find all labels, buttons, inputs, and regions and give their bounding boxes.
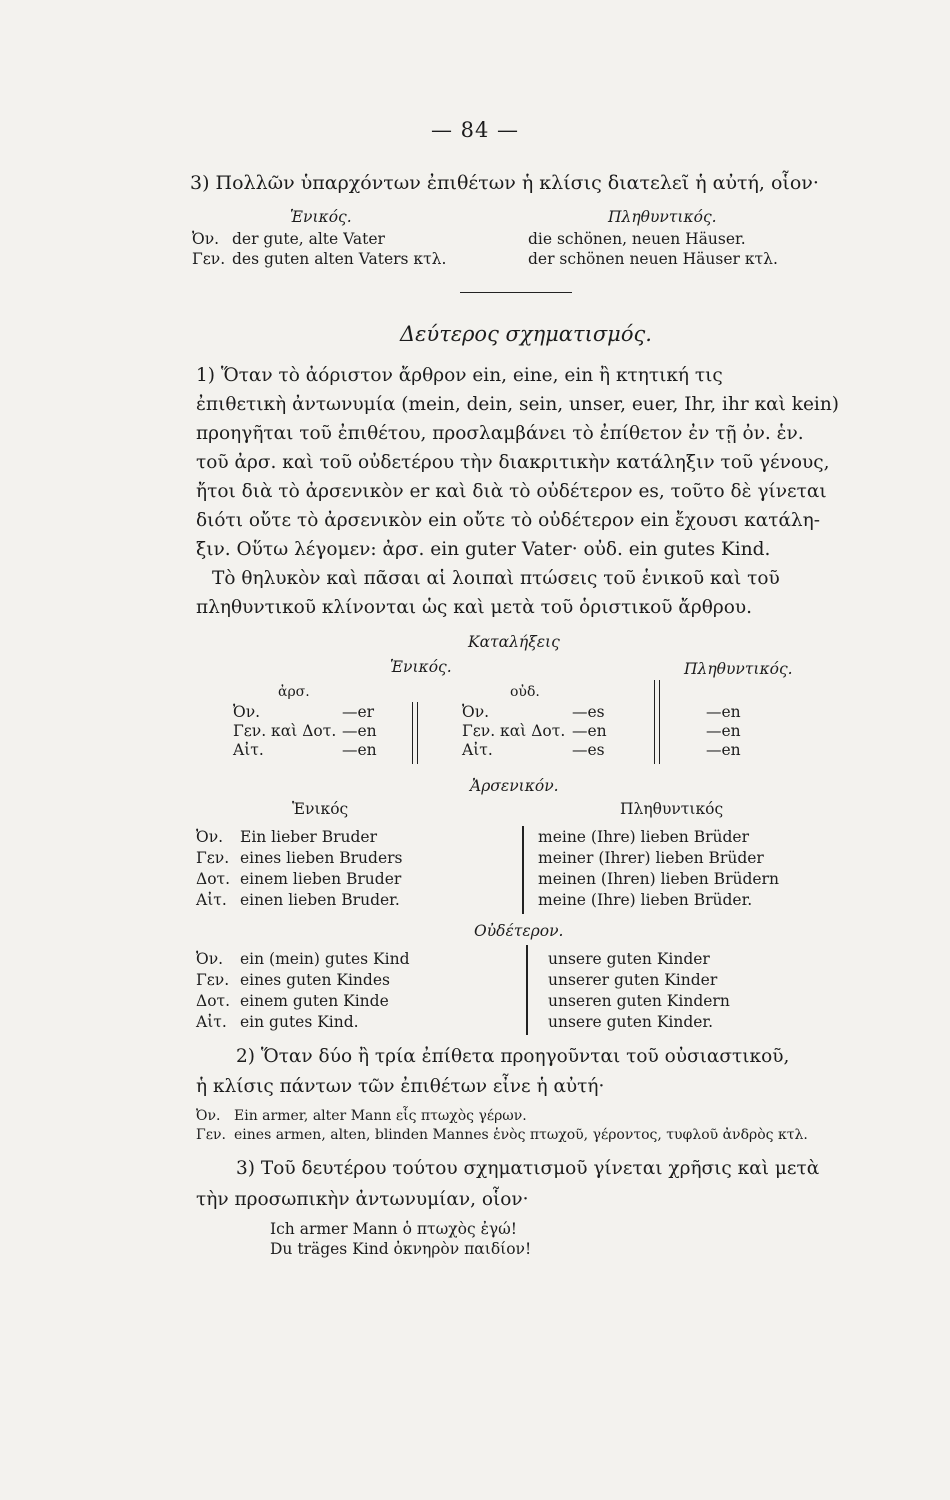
paragraph1-line: ἐπιθετικὴ ἀντωνυμία (mein, dein, sein, unser, euer, Ihr, ihr καὶ kein) (196, 394, 839, 415)
example1-singular-header: Ἑνικός. (290, 208, 352, 226)
section-divider (460, 292, 572, 293)
endings-singular-header: Ἑνικός. (390, 658, 452, 676)
paragraph1-line: προηγῆται τοῦ ἐπιθέτου, προσλαμβάνει τὸ ἐπίθετον ἐν τῇ ὀν. ἑν. (196, 423, 804, 444)
declension-singular: ein (mein) gutes Kind (240, 950, 410, 968)
declension-singular: einem guten Kinde (240, 992, 389, 1010)
declension-singular: einen lieben Bruder. (240, 891, 400, 909)
endings-case: Γεν. καὶ Δοτ. (233, 722, 337, 740)
paragraph1-line: τοῦ ἀρσ. καὶ τοῦ οὐδετέρου τὴν διακριτικὴν κατάληξιν τοῦ γένους, (196, 452, 830, 473)
declension-case: Ὀν. (196, 950, 224, 968)
paragraph1-line: πληθυντικοῦ κλίνονται ὡς καὶ μετὰ τοῦ ὁριστικοῦ ἄρθρου. (196, 597, 753, 618)
declension-plural: meine (Ihre) lieben Brüder. (538, 891, 753, 909)
endings-case: Ὀν. (462, 703, 490, 721)
column-divider (522, 826, 524, 914)
example3-line: Ich armer Mann ὁ πτωχὸς ἐγώ! (270, 1220, 518, 1238)
endings-plural-value: —en (706, 703, 741, 721)
endings-value: —es (572, 741, 605, 759)
endings-plural-value: —en (706, 741, 741, 759)
endings-case: Αἰτ. (233, 741, 264, 759)
paragraph1-line: Τὸ θηλυκὸν καὶ πᾶσαι αἱ λοιπαὶ πτώσεις τοῦ ἑνικοῦ καὶ τοῦ (212, 568, 780, 589)
paragraph1-line: ξιν. Οὕτω λέγομεν: ἀρσ. ein guter Vater· οὐδ. ein gutes Kind. (196, 539, 771, 560)
endings-case: Ὀν. (233, 703, 261, 721)
endings-plural-value: —en (706, 722, 741, 740)
example1-case: Ὀν. (192, 230, 220, 248)
declension-case: Δοτ. (196, 992, 231, 1010)
declension-plural: meiner (Ihrer) lieben Brüder (538, 849, 764, 867)
neuter-title: Οὐδέτερον. (474, 922, 564, 940)
section-3-intro: 3) Πολλῶν ὑπαρχόντων ἐπιθέτων ἡ κλίσις διατελεῖ ἡ αὐτή, οἷον· (190, 172, 819, 194)
paragraph2-line: 2) Ὅταν δύο ἢ τρία ἐπίθετα προηγοῦνται τοῦ οὐσιαστικοῦ, (236, 1046, 790, 1067)
section-title: Δεύτερος σχηματισμός. (400, 322, 652, 346)
example2-text: eines armen, alten, blinden Mannes ἑνὸς πτωχοῦ, γέροντος, τυφλοῦ ἀνδρὸς κτλ. (234, 1127, 808, 1143)
declension-case: Γεν. (196, 971, 230, 989)
example1-case: Γεν. (192, 250, 226, 268)
declension-case: Δοτ. (196, 870, 231, 888)
declension-singular: einem lieben Bruder (240, 870, 402, 888)
endings-case: Αἰτ. (462, 741, 493, 759)
declension-plural: unsere guten Kinder. (548, 1013, 714, 1031)
example2-text: Ein armer, alter Mann εἷς πτωχὸς γέρων. (234, 1108, 527, 1124)
column-divider (412, 702, 418, 764)
declension-plural: unserer guten Kinder (548, 971, 718, 989)
paragraph1-line: διότι οὔτε τὸ ἀρσενικὸν ein οὔτε τὸ οὐδέτερον ein ἔχουσι κατάλη- (196, 510, 820, 531)
endings-plural-header: Πληθυντικός. (684, 660, 793, 678)
paragraph1-line: 1) Ὅταν τὸ ἀόριστον ἄρθρον ein, eine, ein ἢ κτητική τις (196, 365, 723, 386)
example1-plural: die schönen, neuen Häuser. (528, 230, 746, 248)
declension-singular: ein gutes Kind. (240, 1013, 359, 1031)
masculine-label: ἀρσ. (278, 684, 310, 700)
declension-case: Ὀν. (196, 828, 224, 846)
example1-singular: der gute, alte Vater (232, 230, 385, 248)
paragraph3-line: 3) Τοῦ δευτέρου τούτου σχηματισμοῦ γίνεται χρῆσις καὶ μετὰ (236, 1158, 820, 1179)
endings-value: —en (342, 722, 377, 740)
masculine-plural-header: Πληθυντικός (620, 800, 724, 818)
endings-value: —en (342, 741, 377, 759)
example3-line: Du träges Kind ὀκνηρὸν παιδίον! (270, 1240, 532, 1258)
page-number: — 84 — (430, 118, 520, 142)
paragraph2-line: ἡ κλίσις πάντων τῶν ἐπιθέτων εἶνε ἡ αὐτή· (196, 1076, 605, 1097)
neuter-label: οὐδ. (510, 684, 540, 700)
declension-plural: unseren guten Kindern (548, 992, 730, 1010)
endings-case: Γεν. καὶ Δοτ. (462, 722, 566, 740)
endings-value: —er (342, 703, 375, 721)
paragraph1-line: ἤτοι διὰ τὸ ἀρσενικὸν er καὶ διὰ τὸ οὐδέτερον es, τοῦτο δὲ γίνεται (196, 481, 827, 502)
declension-case: Αἰτ. (196, 1013, 227, 1031)
declension-plural: unsere guten Kinder (548, 950, 710, 968)
column-divider (526, 945, 528, 1035)
column-divider (654, 680, 660, 764)
declension-plural: meinen (Ihren) lieben Brüdern (538, 870, 779, 888)
declension-singular: eines guten Kindes (240, 971, 390, 989)
masculine-title: Ἀρσενικόν. (470, 777, 559, 795)
example2-case: Γεν. (196, 1127, 226, 1143)
example1-singular: des guten alten Vaters κτλ. (232, 250, 447, 268)
example2-case: Ὀν. (196, 1108, 221, 1124)
endings-value: —es (572, 703, 605, 721)
declension-case: Γεν. (196, 849, 230, 867)
endings-value: —en (572, 722, 607, 740)
endings-title: Καταλήξεις (468, 633, 560, 651)
declension-singular: eines lieben Bruders (240, 849, 403, 867)
example1-plural-header: Πληθυντικός. (608, 208, 717, 226)
masculine-singular-header: Ἑνικός (292, 800, 349, 818)
declension-case: Αἰτ. (196, 891, 227, 909)
declension-singular: Ein lieber Bruder (240, 828, 377, 846)
declension-plural: meine (Ihre) lieben Brüder (538, 828, 749, 846)
paragraph3-line: τὴν προσωπικὴν ἀντωνυμίαν, οἷον· (196, 1189, 529, 1210)
example1-plural: der schönen neuen Häuser κτλ. (528, 250, 778, 268)
